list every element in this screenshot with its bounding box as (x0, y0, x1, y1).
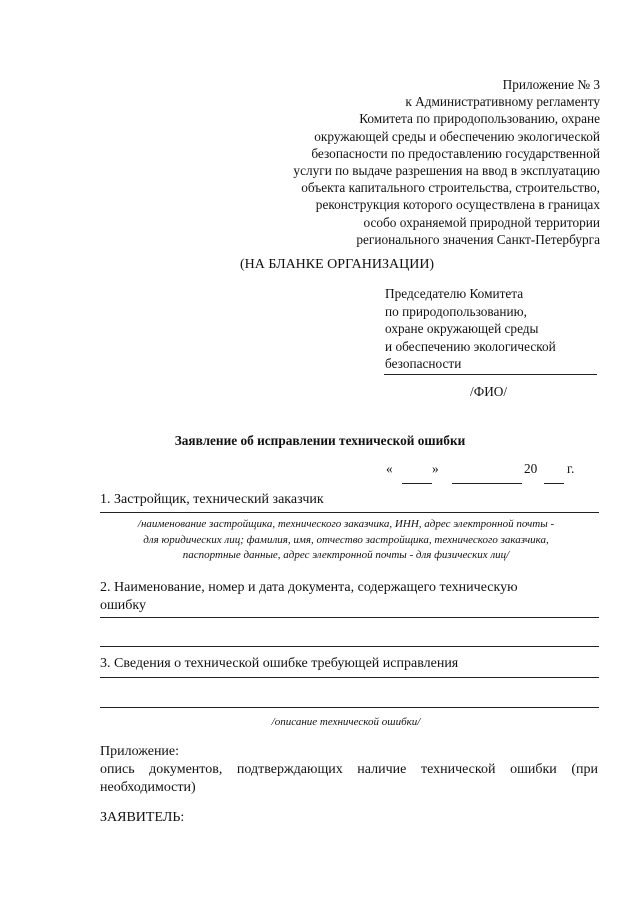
hint-line: /наименование застройщика, технического заказчика, ИНН, адрес электронной почты - (137, 518, 555, 530)
section3-line (100, 707, 599, 708)
date-close-quote: » (432, 461, 439, 476)
date-year-suffix: г. (567, 461, 575, 476)
addressee-line: безопасности (385, 356, 462, 372)
addressee-line: охране окружающей среды (385, 321, 539, 337)
section1-line (100, 512, 599, 513)
annex-line: безопасности по предоставлению государственной (311, 145, 600, 161)
addressee-name-line (384, 374, 597, 375)
addressee-name-hint: /ФИО/ (470, 384, 508, 399)
section2-label: 2. Наименование, номер и дата документа, содержащего техническую (100, 580, 518, 595)
date-year-prefix: 20 (524, 461, 538, 476)
annex-line: реконструкция которого осуществлена в границах (315, 197, 600, 213)
annex-line: Приложение № 3 (502, 77, 600, 92)
section2-line (100, 646, 599, 647)
section3-label: 3. Сведения о технической ошибке требующей исправления (100, 656, 459, 671)
attachment-text: опись документов, подтверждающих наличие технической ошибки (при необходимости) (100, 762, 598, 795)
date-day-field (402, 483, 432, 484)
section3-hint: /описание технической ошибки/ (271, 716, 421, 728)
addressee-line: и обеспечению экологической (385, 338, 556, 354)
annex-line: услуги по выдаче разрешения на ввод в эксплуатацию (293, 163, 600, 179)
applicant-label: ЗАЯВИТЕЛЬ: (100, 810, 185, 825)
annex-line: Комитета по природопользованию, охране (359, 111, 600, 127)
attachment-heading: Приложение: (100, 744, 180, 759)
addressee-line: по природопользованию, (385, 303, 527, 319)
letterhead-note: (НА БЛАНКЕ ОРГАНИЗАЦИИ) (240, 257, 435, 272)
annex-line: регионального значения Санкт-Петербурга (356, 231, 600, 247)
date-year-field (544, 483, 564, 484)
document-title: Заявление об исправлении технической ошибки (174, 433, 466, 448)
section1-hint (88, 517, 604, 564)
addressee-block (385, 285, 556, 373)
annex-line: к Административному регламенту (405, 94, 600, 110)
annex-header (293, 76, 600, 248)
section2-line (100, 617, 599, 618)
annex-line: окружающей среды и обеспечению экологической (314, 128, 600, 144)
annex-line: особо охраняемой природной территории (363, 214, 600, 230)
section1-label: 1. Застройщик, технический заказчик (100, 492, 324, 507)
hint-line: паспортные данные, адрес электронной почты - для физических лиц/ (182, 549, 510, 561)
section2-label-cont: ошибку (100, 598, 146, 613)
section3-line (100, 677, 599, 678)
hint-line: для юридических лиц; фамилия, имя, отчество застройщика, технического заказчика, (143, 533, 549, 546)
date-month-field (452, 483, 522, 484)
addressee-line: Председателю Комитета (385, 286, 524, 301)
annex-line: объекта капитального строительства, строительство, (301, 180, 600, 196)
date-open-quote: « (386, 461, 393, 476)
